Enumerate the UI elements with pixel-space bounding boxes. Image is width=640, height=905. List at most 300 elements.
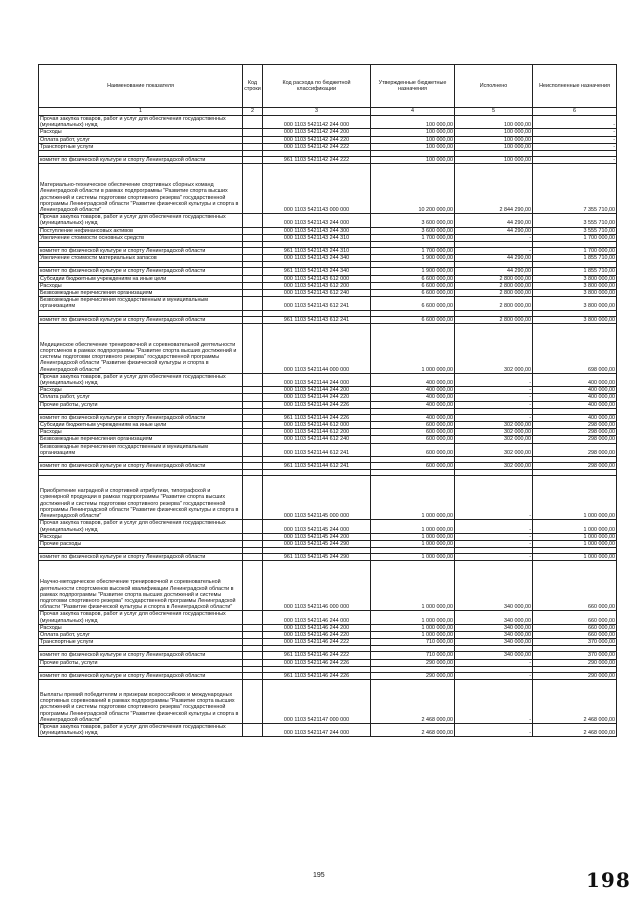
row-executed: 302 000,00 — [455, 443, 533, 456]
budget-execution-table — [38, 64, 617, 737]
row-unexecuted: 1 000 000,00 — [533, 533, 617, 540]
row-unexecuted: 400 000,00 — [533, 401, 617, 408]
table-row — [39, 611, 617, 624]
row-executed: - — [455, 540, 533, 547]
row-approved: 290 000,00 — [371, 672, 455, 679]
row-name: Увеличение стоимости основных средств — [39, 234, 243, 241]
row-approved: 1 000 000,00 — [371, 540, 455, 547]
row-budget-code: 000 1103 5421143 612 000 — [263, 275, 371, 282]
row-budget-code: 000 1103 5421142 244 222 — [263, 143, 371, 150]
row-line-code — [243, 268, 263, 275]
row-executed: 100 000,00 — [455, 157, 533, 164]
row-approved: 100 000,00 — [371, 129, 455, 136]
table-row — [39, 659, 617, 666]
row-executed: 44 290,00 — [455, 268, 533, 275]
row-approved: 400 000,00 — [371, 401, 455, 408]
row-line-code — [243, 476, 263, 520]
row-name: Прочая закупка товаров, работ и услуг для обеспечения государственных (муниципальных) нужд — [39, 723, 243, 736]
row-unexecuted: 660 000,00 — [533, 624, 617, 631]
row-approved: 6 600 000,00 — [371, 275, 455, 282]
row-budget-code: 961 1103 5421146 244 226 — [263, 672, 371, 679]
row-line-code — [243, 387, 263, 394]
row-budget-code: 000 1103 5421144 612 000 — [263, 422, 371, 429]
row-name: Прочая закупка товаров, работ и услуг для обеспечения государственных (муниципальных) нужд — [39, 214, 243, 227]
row-approved: 1 000 000,00 — [371, 533, 455, 540]
row-executed: 302 000,00 — [455, 436, 533, 443]
row-approved: 1 000 000,00 — [371, 631, 455, 638]
row-line-code — [243, 723, 263, 736]
row-name: Транспортные услуги — [39, 639, 243, 646]
row-approved: 1 000 000,00 — [371, 520, 455, 533]
column-number: 5 — [455, 108, 533, 116]
row-budget-code: 000 1103 5421143 244 300 — [263, 227, 371, 234]
row-budget-code: 000 1103 5421145 244 290 — [263, 540, 371, 547]
row-approved: 100 000,00 — [371, 143, 455, 150]
table-row — [39, 316, 617, 323]
row-approved: 1 900 000,00 — [371, 268, 455, 275]
row-line-code — [243, 290, 263, 297]
row-executed: 340 000,00 — [455, 639, 533, 646]
row-budget-code: 000 1103 5421144 612 240 — [263, 436, 371, 443]
table-row — [39, 624, 617, 631]
row-name: Транспортные услуги — [39, 143, 243, 150]
table-row — [39, 234, 617, 241]
header-indicator-name: Наименование показателя — [39, 65, 243, 108]
row-budget-code: 961 1103 5421142 244 222 — [263, 157, 371, 164]
row-executed: - — [455, 248, 533, 255]
row-budget-code: 000 1103 5421146 244 226 — [263, 659, 371, 666]
row-approved: 1 700 000,00 — [371, 234, 455, 241]
row-name: Прочая закупка товаров, работ и услуг для обеспечения государственных (муниципальных) нужд — [39, 116, 243, 129]
table-body — [39, 116, 617, 737]
row-budget-code: 000 1103 5421142 244 000 — [263, 116, 371, 129]
row-name: Безвозмездные перечисления организациям — [39, 290, 243, 297]
row-name: комитет по физической культуре и спорту Ленинградской области — [39, 316, 243, 323]
row-name: комитет по физической культуре и спорту Ленинградской области — [39, 652, 243, 659]
table-row — [39, 275, 617, 282]
table-row — [39, 429, 617, 436]
row-executed: 340 000,00 — [455, 561, 533, 611]
table-row — [39, 520, 617, 533]
row-approved: 3 600 000,00 — [371, 214, 455, 227]
row-name: Безвозмездные перечисления государственным и муниципальным организациям — [39, 297, 243, 310]
row-name: Прочая закупка товаров, работ и услуг для обеспечения государственных (муниципальных) нужд — [39, 373, 243, 386]
row-budget-code: 000 1103 5421146 244 220 — [263, 631, 371, 638]
table-row — [39, 136, 617, 143]
row-approved: 6 600 000,00 — [371, 316, 455, 323]
row-budget-code: 000 1103 5421143 244 310 — [263, 234, 371, 241]
row-approved: 2 468 000,00 — [371, 723, 455, 736]
row-budget-code: 961 1103 5421143 612 241 — [263, 316, 371, 323]
row-unexecuted: 1 000 000,00 — [533, 476, 617, 520]
row-name: Выплаты премий победителям и призерам всероссийских и международных спортивных соревнований в рамках подпрограммы "Развитие спорта высших достижений и системы подготовки спортивного резерва" государственной программы Ленинградской области "Развитие физической культуры и спорта в Ленинградской области" — [39, 679, 243, 723]
row-line-code — [243, 129, 263, 136]
row-unexecuted: 3 800 000,00 — [533, 297, 617, 310]
row-budget-code: 000 1103 5421144 244 200 — [263, 387, 371, 394]
row-executed: - — [455, 659, 533, 666]
table-row — [39, 373, 617, 386]
row-line-code — [243, 297, 263, 310]
row-approved: 710 000,00 — [371, 639, 455, 646]
row-line-code — [243, 116, 263, 129]
row-unexecuted: 370 000,00 — [533, 639, 617, 646]
row-approved: 600 000,00 — [371, 422, 455, 429]
row-name: Приобретение наградной и спортивной атрибутики, типографской и сувенирной продукции в рамках подпрограммы "Развитие спорта высших достижений и системы подготовки спортивного резерва" государственной программы Ленинградской области "Развитие физической культуры и спорта в Ленинградской области" — [39, 476, 243, 520]
row-approved: 600 000,00 — [371, 429, 455, 436]
table-row — [39, 282, 617, 289]
row-executed: 100 000,00 — [455, 116, 533, 129]
row-budget-code: 000 1103 5421142 244 200 — [263, 129, 371, 136]
row-executed: - — [455, 723, 533, 736]
row-approved: 1 000 000,00 — [371, 561, 455, 611]
row-unexecuted: 400 000,00 — [533, 373, 617, 386]
row-executed: 340 000,00 — [455, 631, 533, 638]
row-line-code — [243, 164, 263, 214]
row-budget-code: 000 1103 5421145 244 000 — [263, 520, 371, 533]
row-budget-code: 000 1103 5421146 244 222 — [263, 639, 371, 646]
row-name: комитет по физической культуре и спорту Ленинградской области — [39, 414, 243, 421]
column-number-row — [39, 108, 617, 116]
row-name: комитет по физической культуре и спорту Ленинградской области — [39, 157, 243, 164]
row-executed: 340 000,00 — [455, 624, 533, 631]
table-row — [39, 561, 617, 611]
row-line-code — [243, 463, 263, 470]
row-line-code — [243, 394, 263, 401]
row-approved: 400 000,00 — [371, 373, 455, 386]
row-line-code — [243, 136, 263, 143]
table-row — [39, 164, 617, 214]
row-executed: 44 290,00 — [455, 255, 533, 262]
table-row — [39, 248, 617, 255]
row-line-code — [243, 275, 263, 282]
header-budget-code: Код расхода по бюджетной классификации — [263, 65, 371, 108]
row-name: Расходы — [39, 282, 243, 289]
row-line-code — [243, 611, 263, 624]
header-executed: Исполнено — [455, 65, 533, 108]
column-number: 6 — [533, 108, 617, 116]
row-approved: 6 600 000,00 — [371, 282, 455, 289]
table-row — [39, 157, 617, 164]
row-budget-code: 000 1103 5421145 000 000 — [263, 476, 371, 520]
column-number: 1 — [39, 108, 243, 116]
row-budget-code: 000 1103 5421146 000 000 — [263, 561, 371, 611]
table-row — [39, 679, 617, 723]
row-unexecuted: - — [533, 136, 617, 143]
table-header-row — [39, 65, 617, 108]
row-line-code — [243, 443, 263, 456]
row-name: Оплата работ, услуг — [39, 631, 243, 638]
row-budget-code: 000 1103 5421143 612 200 — [263, 282, 371, 289]
row-line-code — [243, 672, 263, 679]
row-executed: 2 800 000,00 — [455, 282, 533, 289]
row-name: Субсидии бюджетным учреждениям на иные цели — [39, 422, 243, 429]
row-approved: 1 000 000,00 — [371, 611, 455, 624]
row-unexecuted: 1 700 000,00 — [533, 234, 617, 241]
row-approved: 400 000,00 — [371, 387, 455, 394]
row-unexecuted: 298 000,00 — [533, 463, 617, 470]
row-line-code — [243, 143, 263, 150]
row-unexecuted: - — [533, 143, 617, 150]
row-line-code — [243, 157, 263, 164]
row-executed: - — [455, 679, 533, 723]
row-approved: 600 000,00 — [371, 463, 455, 470]
row-line-code — [243, 624, 263, 631]
row-executed: 340 000,00 — [455, 611, 533, 624]
row-name: Прочие работы, услуги — [39, 659, 243, 666]
row-name: Расходы — [39, 429, 243, 436]
row-executed: - — [455, 414, 533, 421]
row-approved: 10 200 000,00 — [371, 164, 455, 214]
table-row — [39, 143, 617, 150]
row-executed: 2 800 000,00 — [455, 316, 533, 323]
row-executed: - — [455, 394, 533, 401]
row-line-code — [243, 316, 263, 323]
row-unexecuted: 660 000,00 — [533, 631, 617, 638]
header-approved: Утвержденные бюджетные назначения — [371, 65, 455, 108]
row-budget-code: 000 1103 5421143 612 240 — [263, 290, 371, 297]
row-budget-code: 000 1103 5421144 244 226 — [263, 401, 371, 408]
table-row — [39, 463, 617, 470]
row-line-code — [243, 234, 263, 241]
row-line-code — [243, 282, 263, 289]
row-line-code — [243, 323, 263, 373]
row-line-code — [243, 429, 263, 436]
row-executed: - — [455, 401, 533, 408]
row-executed: - — [455, 387, 533, 394]
table-row — [39, 443, 617, 456]
page-number: 195 — [313, 872, 325, 879]
row-unexecuted: 400 000,00 — [533, 387, 617, 394]
row-approved: 1 000 000,00 — [371, 624, 455, 631]
row-approved: 600 000,00 — [371, 443, 455, 456]
row-name: Медицинское обеспечение тренировочной и соревновательной деятельности спортсменов в рамках подпрограммы "Развитие спорта высших достижений и системы подготовки спортивного резерва" государственной программы Ленинградской области "Развитие физической культуры и спорта в Ленинградской области" — [39, 323, 243, 373]
row-unexecuted: 400 000,00 — [533, 414, 617, 421]
row-name: Материально-техническое обеспечение спортивных сборных команд Ленинградской области в рамках подпрограммы "Развитие спорта высших достижений и системы подготовки спортивного резерва" государственной программы Ленинградской области "Развитие физической культуры и спорта в Ленинградской области" — [39, 164, 243, 214]
row-executed: 100 000,00 — [455, 136, 533, 143]
row-unexecuted: 3 800 000,00 — [533, 290, 617, 297]
row-executed: 302 000,00 — [455, 422, 533, 429]
row-unexecuted: 400 000,00 — [533, 394, 617, 401]
header-line-code: Код строки — [243, 65, 263, 108]
row-executed: - — [455, 476, 533, 520]
row-unexecuted: 298 000,00 — [533, 422, 617, 429]
row-line-code — [243, 414, 263, 421]
row-approved: 400 000,00 — [371, 414, 455, 421]
row-budget-code: 000 1103 5421143 244 000 — [263, 214, 371, 227]
row-approved: 710 000,00 — [371, 652, 455, 659]
row-executed: 2 844 290,00 — [455, 164, 533, 214]
row-unexecuted: - — [533, 116, 617, 129]
table-row — [39, 540, 617, 547]
row-budget-code: 000 1103 5421143 244 340 — [263, 255, 371, 262]
row-unexecuted: 3 555 710,00 — [533, 227, 617, 234]
row-line-code — [243, 679, 263, 723]
row-unexecuted: - — [533, 129, 617, 136]
header-unexecuted: Неисполненные назначения — [533, 65, 617, 108]
table-row — [39, 394, 617, 401]
row-unexecuted: 1 855 710,00 — [533, 268, 617, 275]
row-approved: 400 000,00 — [371, 394, 455, 401]
row-line-code — [243, 554, 263, 561]
row-unexecuted: 660 000,00 — [533, 611, 617, 624]
row-line-code — [243, 533, 263, 540]
row-name: Расходы — [39, 387, 243, 394]
row-unexecuted: 3 800 000,00 — [533, 282, 617, 289]
row-line-code — [243, 401, 263, 408]
row-executed: - — [455, 533, 533, 540]
row-approved: 1 700 000,00 — [371, 248, 455, 255]
table-row — [39, 652, 617, 659]
row-line-code — [243, 520, 263, 533]
table-row — [39, 414, 617, 421]
row-unexecuted: 3 555 710,00 — [533, 214, 617, 227]
row-unexecuted: 298 000,00 — [533, 443, 617, 456]
table-row — [39, 255, 617, 262]
row-approved: 1 000 000,00 — [371, 476, 455, 520]
table-row — [39, 554, 617, 561]
row-unexecuted: 298 000,00 — [533, 436, 617, 443]
table-row — [39, 297, 617, 310]
table-row — [39, 387, 617, 394]
row-budget-code: 000 1103 5421142 244 220 — [263, 136, 371, 143]
row-unexecuted: 698 000,00 — [533, 323, 617, 373]
row-unexecuted: 7 355 710,00 — [533, 164, 617, 214]
row-name: Прочие расходы — [39, 540, 243, 547]
row-budget-code: 000 1103 5421144 244 220 — [263, 394, 371, 401]
row-approved: 1 000 000,00 — [371, 323, 455, 373]
row-unexecuted: 1 700 000,00 — [533, 248, 617, 255]
row-line-code — [243, 639, 263, 646]
row-unexecuted: 370 000,00 — [533, 652, 617, 659]
table-row — [39, 723, 617, 736]
row-name: Расходы — [39, 533, 243, 540]
handwritten-sheet-number: 198 — [586, 868, 631, 892]
row-unexecuted: - — [533, 157, 617, 164]
row-budget-code: 961 1103 5421144 612 241 — [263, 463, 371, 470]
row-name: Оплата работ, услуг — [39, 394, 243, 401]
row-approved: 100 000,00 — [371, 157, 455, 164]
row-line-code — [243, 422, 263, 429]
row-name: Прочая закупка товаров, работ и услуг для обеспечения государственных (муниципальных) нужд — [39, 611, 243, 624]
row-executed: 2 800 000,00 — [455, 297, 533, 310]
row-executed: 100 000,00 — [455, 143, 533, 150]
row-unexecuted: 1 855 710,00 — [533, 255, 617, 262]
row-unexecuted: 1 000 000,00 — [533, 540, 617, 547]
row-budget-code: 000 1103 5421147 000 000 — [263, 679, 371, 723]
table-row — [39, 436, 617, 443]
row-name: комитет по физической культуре и спорту Ленинградской области — [39, 268, 243, 275]
row-line-code — [243, 436, 263, 443]
row-budget-code: 000 1103 5421146 244 200 — [263, 624, 371, 631]
row-approved: 1 000 000,00 — [371, 554, 455, 561]
row-name: комитет по физической культуре и спорту Ленинградской области — [39, 554, 243, 561]
row-line-code — [243, 248, 263, 255]
row-line-code — [243, 373, 263, 386]
row-name: Поступление нефинансовых активов — [39, 227, 243, 234]
report-sheet — [38, 64, 616, 737]
row-approved: 6 600 000,00 — [371, 290, 455, 297]
table-row — [39, 401, 617, 408]
row-executed: - — [455, 672, 533, 679]
row-executed: - — [455, 520, 533, 533]
table-row — [39, 116, 617, 129]
row-executed: 302 000,00 — [455, 463, 533, 470]
row-executed: 2 800 000,00 — [455, 275, 533, 282]
row-line-code — [243, 659, 263, 666]
table-row — [39, 533, 617, 540]
table-row — [39, 476, 617, 520]
row-name: Безвозмездные перечисления организациям — [39, 436, 243, 443]
row-unexecuted: 3 800 000,00 — [533, 275, 617, 282]
row-approved: 6 600 000,00 — [371, 297, 455, 310]
row-executed: - — [455, 554, 533, 561]
row-executed: 44 290,00 — [455, 214, 533, 227]
row-budget-code: 961 1103 5421145 244 290 — [263, 554, 371, 561]
row-name: Оплата работ, услуг — [39, 136, 243, 143]
row-name: Увеличение стоимости материальных запасов — [39, 255, 243, 262]
table-row — [39, 639, 617, 646]
column-number: 3 — [263, 108, 371, 116]
table-row — [39, 227, 617, 234]
row-budget-code: 000 1103 5421145 244 200 — [263, 533, 371, 540]
row-approved: 1 900 000,00 — [371, 255, 455, 262]
row-name: Прочая закупка товаров, работ и услуг для обеспечения государственных (муниципальных) нужд — [39, 520, 243, 533]
row-approved: 100 000,00 — [371, 136, 455, 143]
row-executed: 302 000,00 — [455, 429, 533, 436]
row-unexecuted: 2 468 000,00 — [533, 723, 617, 736]
table-row — [39, 290, 617, 297]
row-approved: 600 000,00 — [371, 436, 455, 443]
row-name: Расходы — [39, 129, 243, 136]
row-budget-code: 000 1103 5421144 612 241 — [263, 443, 371, 456]
column-number: 4 — [371, 108, 455, 116]
row-budget-code: 000 1103 5421147 244 000 — [263, 723, 371, 736]
row-budget-code: 961 1103 5421146 244 222 — [263, 652, 371, 659]
row-name: Безвозмездные перечисления государственным и муниципальным организациям — [39, 443, 243, 456]
row-executed: 100 000,00 — [455, 129, 533, 136]
row-unexecuted: 660 000,00 — [533, 561, 617, 611]
row-line-code — [243, 561, 263, 611]
row-unexecuted: 2 468 000,00 — [533, 679, 617, 723]
table-row — [39, 129, 617, 136]
row-executed: 44 290,00 — [455, 227, 533, 234]
row-unexecuted: 290 000,00 — [533, 672, 617, 679]
row-executed: 340 000,00 — [455, 652, 533, 659]
row-line-code — [243, 227, 263, 234]
row-executed: - — [455, 234, 533, 241]
row-budget-code: 000 1103 5421144 612 200 — [263, 429, 371, 436]
table-row — [39, 268, 617, 275]
row-name: комитет по физической культуре и спорту Ленинградской области — [39, 463, 243, 470]
row-unexecuted: 1 000 000,00 — [533, 520, 617, 533]
row-name: Научно-методическое обеспечение тренировочной и соревновательной деятельности спортсменов высокой квалификации Ленинградской области в рамках подпрограммы "Развитие спорта высших достижений и системы подготовки спортивного резерва" государственной программы Ленинградской области "Развитие физической культуры и спорта в Ленинградской области" — [39, 561, 243, 611]
row-budget-code: 961 1103 5421143 244 310 — [263, 248, 371, 255]
table-row — [39, 323, 617, 373]
row-line-code — [243, 540, 263, 547]
table-row — [39, 672, 617, 679]
row-unexecuted: 290 000,00 — [533, 659, 617, 666]
row-line-code — [243, 631, 263, 638]
row-budget-code: 000 1103 5421146 244 000 — [263, 611, 371, 624]
row-unexecuted: 298 000,00 — [533, 429, 617, 436]
row-line-code — [243, 255, 263, 262]
row-budget-code: 961 1103 5421143 244 340 — [263, 268, 371, 275]
row-name: Расходы — [39, 624, 243, 631]
row-line-code — [243, 652, 263, 659]
row-name: Прочие работы, услуги — [39, 401, 243, 408]
row-name: комитет по физической культуре и спорту Ленинградской области — [39, 248, 243, 255]
row-budget-code: 000 1103 5421144 244 000 — [263, 373, 371, 386]
